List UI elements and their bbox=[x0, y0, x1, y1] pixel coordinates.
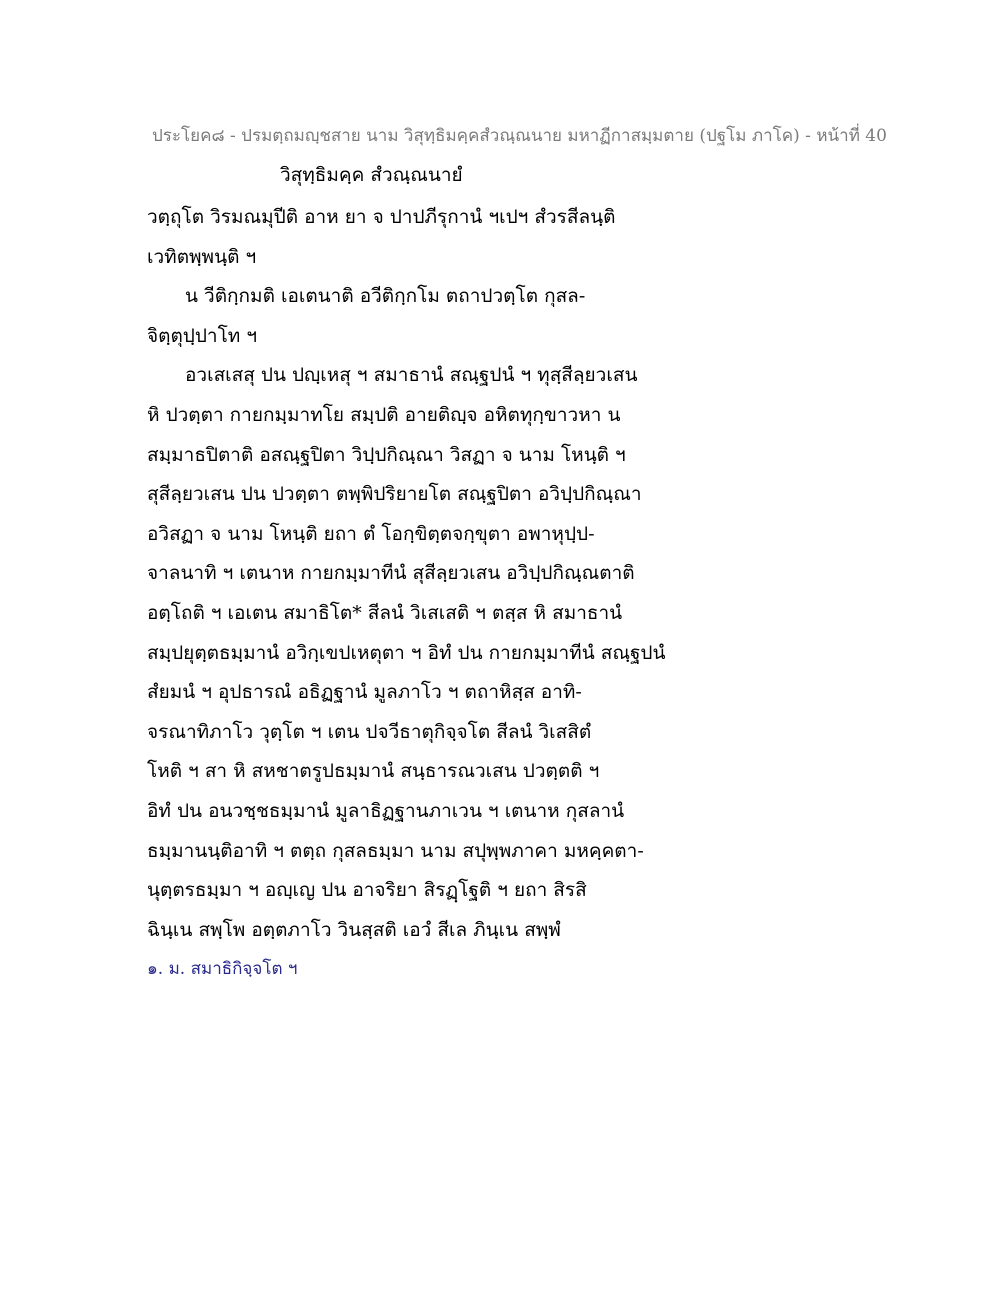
text-line: จรณาทิภาโว วุตฺโต ฯ เตน ปจวีธาตุกิจฺจโต สีลนํ วิเสสิตํ bbox=[147, 720, 592, 743]
text-line: น วีติกฺกมติ เอเตนาติ อวีติกฺกโม ตถาปวตฺโต กุสล- bbox=[185, 285, 586, 308]
text-line: อิทํ ปน อนวชฺชธมฺมานํ มูลาธิฏฐานภาเวน ฯ เตนาห กุสลานํ bbox=[147, 799, 625, 822]
text-line: อวิสฏา จ นาม โหนฺติ ยถา ตํ โอกฺขิตฺตจกฺขุตา อพาหุปฺป- bbox=[147, 522, 595, 545]
text-line: อวเสเสสุ ปน ปญฺเหสุ ฯ สมาธานํ สณฺฐปนํ ฯ ทุสฺสีลฺยวเสน bbox=[185, 364, 638, 387]
text-line: โหติ ฯ สา หิ สหชาตรูปธมฺมานํ สนฺธารณวเสน ปวตฺตติ ฯ bbox=[147, 760, 600, 783]
footnote: ๑. ม. สมาธิกิจฺจโต ฯ bbox=[147, 959, 298, 979]
text-line: อตฺโถติ ฯ เอเตน สมาธิโต* สีลนํ วิเสเสติ ฯ ตสฺส หิ สมาธานํ bbox=[147, 601, 623, 624]
text-line: สํยมนํ ฯ อุปธารณํ อธิฏฐานํ มูลภาโว ฯ ตถาหิสฺส อาทิ- bbox=[147, 681, 582, 704]
text-line: วตฺถุโต วิรมณมุปีติ อาห ยา จ ปาปภีรุกานํ ฯเปฯ สํวรสีลนฺติ bbox=[147, 206, 616, 228]
text-line: เวทิตพฺพนฺติ ฯ bbox=[147, 245, 257, 268]
text-line: ฉินฺเน สพฺโพ อตฺตภาโว วินสฺสติ เอวํ สีเล ภินฺเน สพฺพํ bbox=[147, 918, 561, 941]
text-line: จาลนาทิ ฯ เตนาห กายกมฺมาทีนํ สุสีลฺยวเสน อวิปฺปกิณฺณตาติ bbox=[147, 562, 635, 585]
running-header: ประโยค๘ - ปรมตฺถมญฺชสาย นาม วิสุทฺธิมคฺคสํวณฺณนาย มหาฏีกาสมฺมตาย (ปฐโม ภาโค) - หน้าที่ 40 bbox=[152, 126, 887, 146]
text-line: ธมฺมานนฺติอาทิ ฯ ตตฺถ กุสลธมฺมา นาม สปุพฺพภาคา มหคฺคตา- bbox=[147, 839, 644, 862]
body-text bbox=[147, 198, 747, 950]
text-line: สมฺปยุตฺตธมฺมานํ อวิกฺเขปเหตุตา ฯ อิทํ ปน กายกมฺมาทีนํ สณฺฐปนํ bbox=[147, 641, 666, 664]
text-line: หิ ปวตฺตา กายกมฺมาทโย สมฺปติ อายติญฺจ อหิตทุกฺขาวหา น bbox=[147, 403, 621, 426]
text-line: สุสีลฺยวเสน ปน ปวตฺตา ตพฺพิปริยายโต สณฺฐปิตา อวิปฺปกิณฺณา bbox=[147, 483, 642, 506]
text-line: นุตฺตรธมฺมา ฯ อญฺเญ ปน อาจริยา สิรฏฺโฐติ ฯ ยถา สิรสิ bbox=[147, 879, 587, 902]
text-line: สมฺมาธปิตาติ อสณฺฐปิตา วิปฺปกิณฺณา วิสฏา จ นาม โหนฺติ ฯ bbox=[147, 443, 626, 466]
text-line: จิตฺตุปฺปาโท ฯ bbox=[147, 324, 258, 347]
section-title: วิสุทฺธิมคฺค สํวณฺณนายํ bbox=[280, 164, 463, 186]
